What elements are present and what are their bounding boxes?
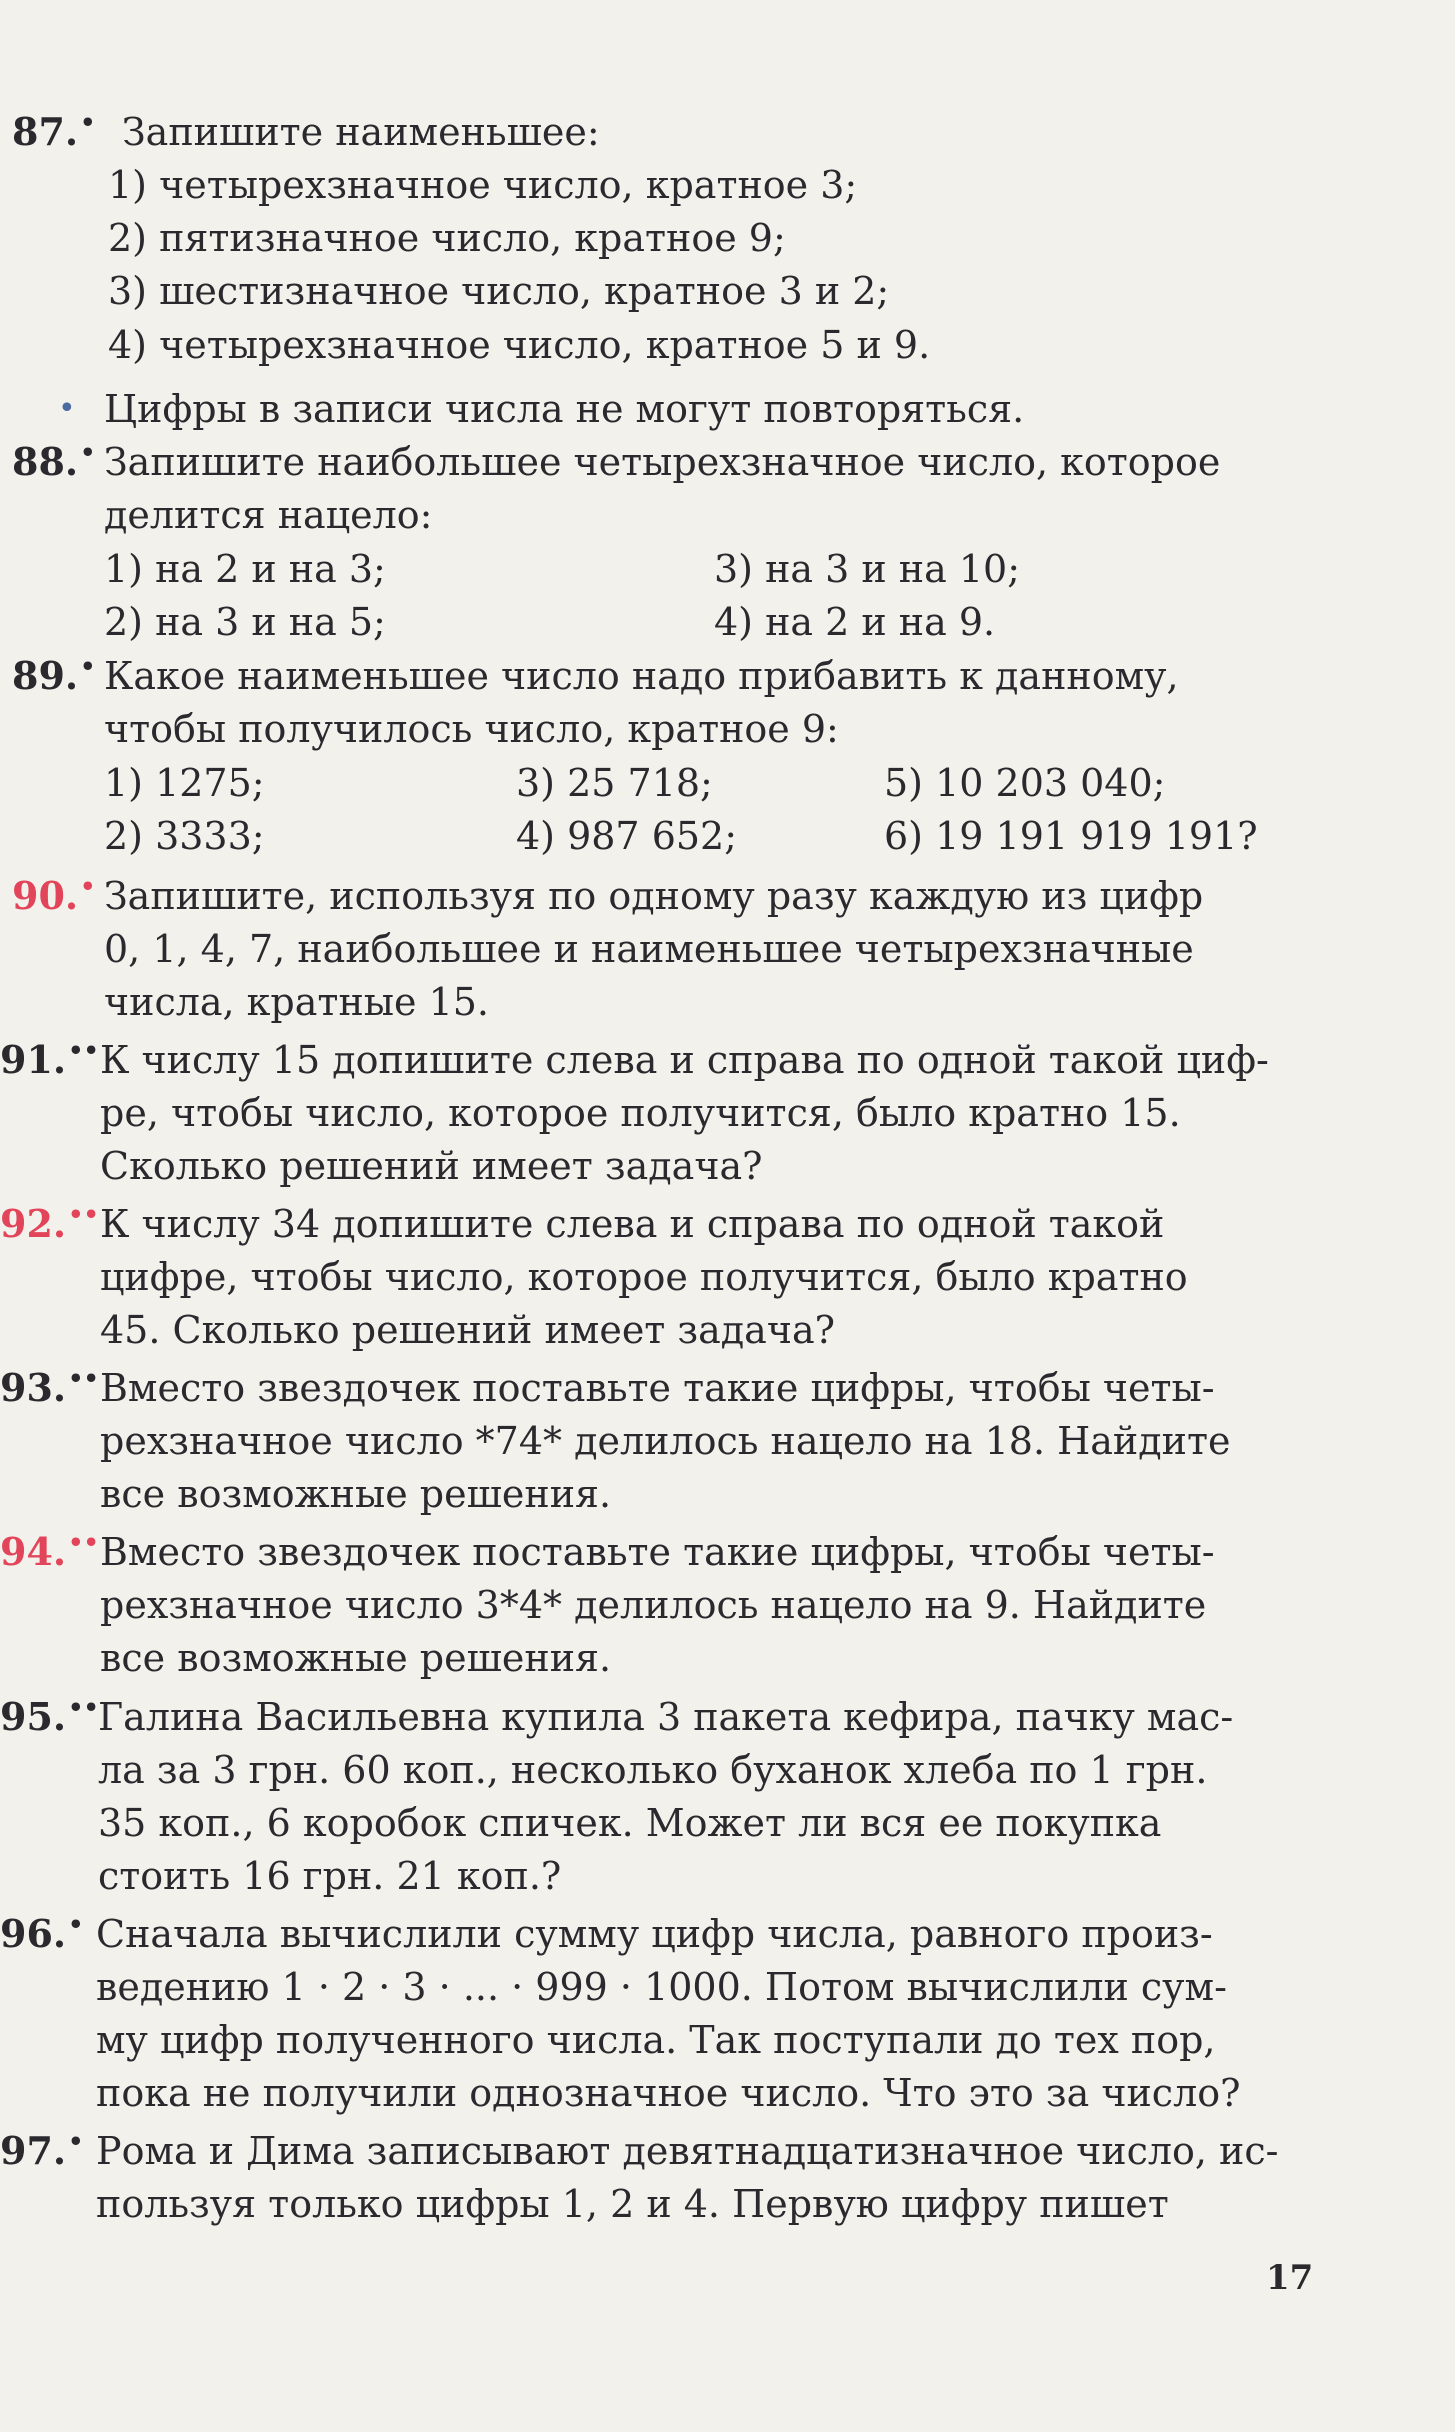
problem-89-number: 89.• [12, 652, 96, 698]
problem-88-item: 2) на 3 и на 5; [104, 600, 386, 644]
problem-94-text: Вместо звездочек поставьте такие цифры, чтобы четы- [100, 1530, 1215, 1574]
problem-87-number: 87.• [12, 108, 96, 154]
problem-87-item: 4) четырехзначное число, кратное 5 и 9. [108, 323, 931, 367]
problem-91-number: 91.•• [0, 1036, 99, 1082]
problem-89-text: чтобы получилось число, кратное 9: [104, 707, 839, 751]
problem-97-text: Рома и Дима записывают девятнадцатизначное число, ис- [96, 2129, 1279, 2173]
problem-88-item: 3) на 3 и на 10; [714, 547, 1021, 591]
problem-92-number: 92.•• [0, 1200, 99, 1246]
problem-93-text: Вместо звездочек поставьте такие цифры, чтобы четы- [100, 1366, 1215, 1410]
problem-93-number: 93.•• [0, 1364, 99, 1410]
problem-94-text: все возможные решения. [100, 1636, 612, 1680]
problem-87-item: 1) четырехзначное число, кратное 3; [108, 163, 858, 207]
problem-96-text: му цифр полученного числа. Так поступали до тех пор, [96, 2018, 1216, 2062]
problem-95-number: 95.•• [0, 1693, 99, 1739]
problem-88-text: Запишите наибольшее четырехзначное число, которое [104, 440, 1221, 484]
page-number: 17 [1266, 2258, 1314, 2298]
problem-88-item: 1) на 2 и на 3; [104, 547, 386, 591]
problem-87-item: 3) шестизначное число, кратное 3 и 2; [108, 269, 890, 313]
problem-89-item: 3) 25 718; [516, 761, 713, 805]
problem-93-text: рехзначное число *74* делилось нацело на 18. Найдите [100, 1419, 1231, 1463]
problem-87-note: Цифры в записи числа не могут повторяться. [104, 387, 1025, 431]
problem-87-item: 2) пятизначное число, кратное 9; [108, 216, 786, 260]
problem-91-text: К числу 15 допишите слева и справа по одной такой циф- [100, 1038, 1269, 1082]
problem-94-number: 94.•• [0, 1528, 99, 1574]
bullet-icon: • [58, 391, 76, 426]
problem-95-text: Галина Васильевна купила 3 пакета кефира, пачку мас- [98, 1695, 1234, 1739]
problem-89-item: 4) 987 652; [516, 814, 738, 858]
problem-87-title: Запишите наименьшее: [122, 110, 600, 154]
problem-95-text: стоить 16 грн. 21 коп.? [98, 1854, 562, 1898]
problem-96-text: Сначала вычислили сумму цифр числа, равного произ- [96, 1912, 1213, 1956]
problem-90-text: числа, кратные 15. [104, 980, 490, 1024]
problem-96-text: пока не получили однозначное число. Что это за число? [96, 2071, 1241, 2115]
problem-91-text: Сколько решений имеет задача? [100, 1144, 763, 1188]
problem-91-text: ре, чтобы число, которое получится, было кратно 15. [100, 1091, 1181, 1135]
problem-88-number: 88.• [12, 438, 96, 484]
problem-95-text: 35 коп., 6 коробок спичек. Может ли вся ее покупка [98, 1801, 1162, 1845]
problem-89-text: Какое наименьшее число надо прибавить к данному, [104, 654, 1179, 698]
problem-92-text: цифре, чтобы число, которое получится, было кратно [100, 1255, 1188, 1299]
problem-96-text: ведению 1 · 2 · 3 · ... · 999 · 1000. Потом вычислили сум- [96, 1965, 1227, 2009]
problem-88-item: 4) на 2 и на 9. [714, 600, 996, 644]
problem-88-text: делится нацело: [104, 493, 433, 537]
problem-93-text: все возможные решения. [100, 1472, 612, 1516]
problem-94-text: рехзначное число 3*4* делилось нацело на 9. Найдите [100, 1583, 1207, 1627]
problem-97-number: 97.• [0, 2127, 84, 2173]
problem-89-item: 6) 19 191 919 191? [884, 814, 1258, 858]
problem-89-item: 1) 1275; [104, 761, 265, 805]
problem-89-item: 5) 10 203 040; [884, 761, 1166, 805]
problem-92-text: К числу 34 допишите слева и справа по одной такой [100, 1202, 1165, 1246]
problem-92-text: 45. Сколько решений имеет задача? [100, 1308, 835, 1352]
problem-97-text: пользуя только цифры 1, 2 и 4. Первую цифру пишет [96, 2182, 1169, 2226]
problem-90-number: 90.• [12, 872, 96, 918]
problem-89-item: 2) 3333; [104, 814, 265, 858]
problem-96-number: 96.• [0, 1910, 84, 1956]
problem-90-text: 0, 1, 4, 7, наибольшее и наименьшее четырехзначные [104, 927, 1194, 971]
problem-95-text: ла за 3 грн. 60 коп., несколько буханок хлеба по 1 грн. [98, 1748, 1208, 1792]
problem-90-text: Запишите, используя по одному разу каждую из цифр [104, 874, 1204, 918]
